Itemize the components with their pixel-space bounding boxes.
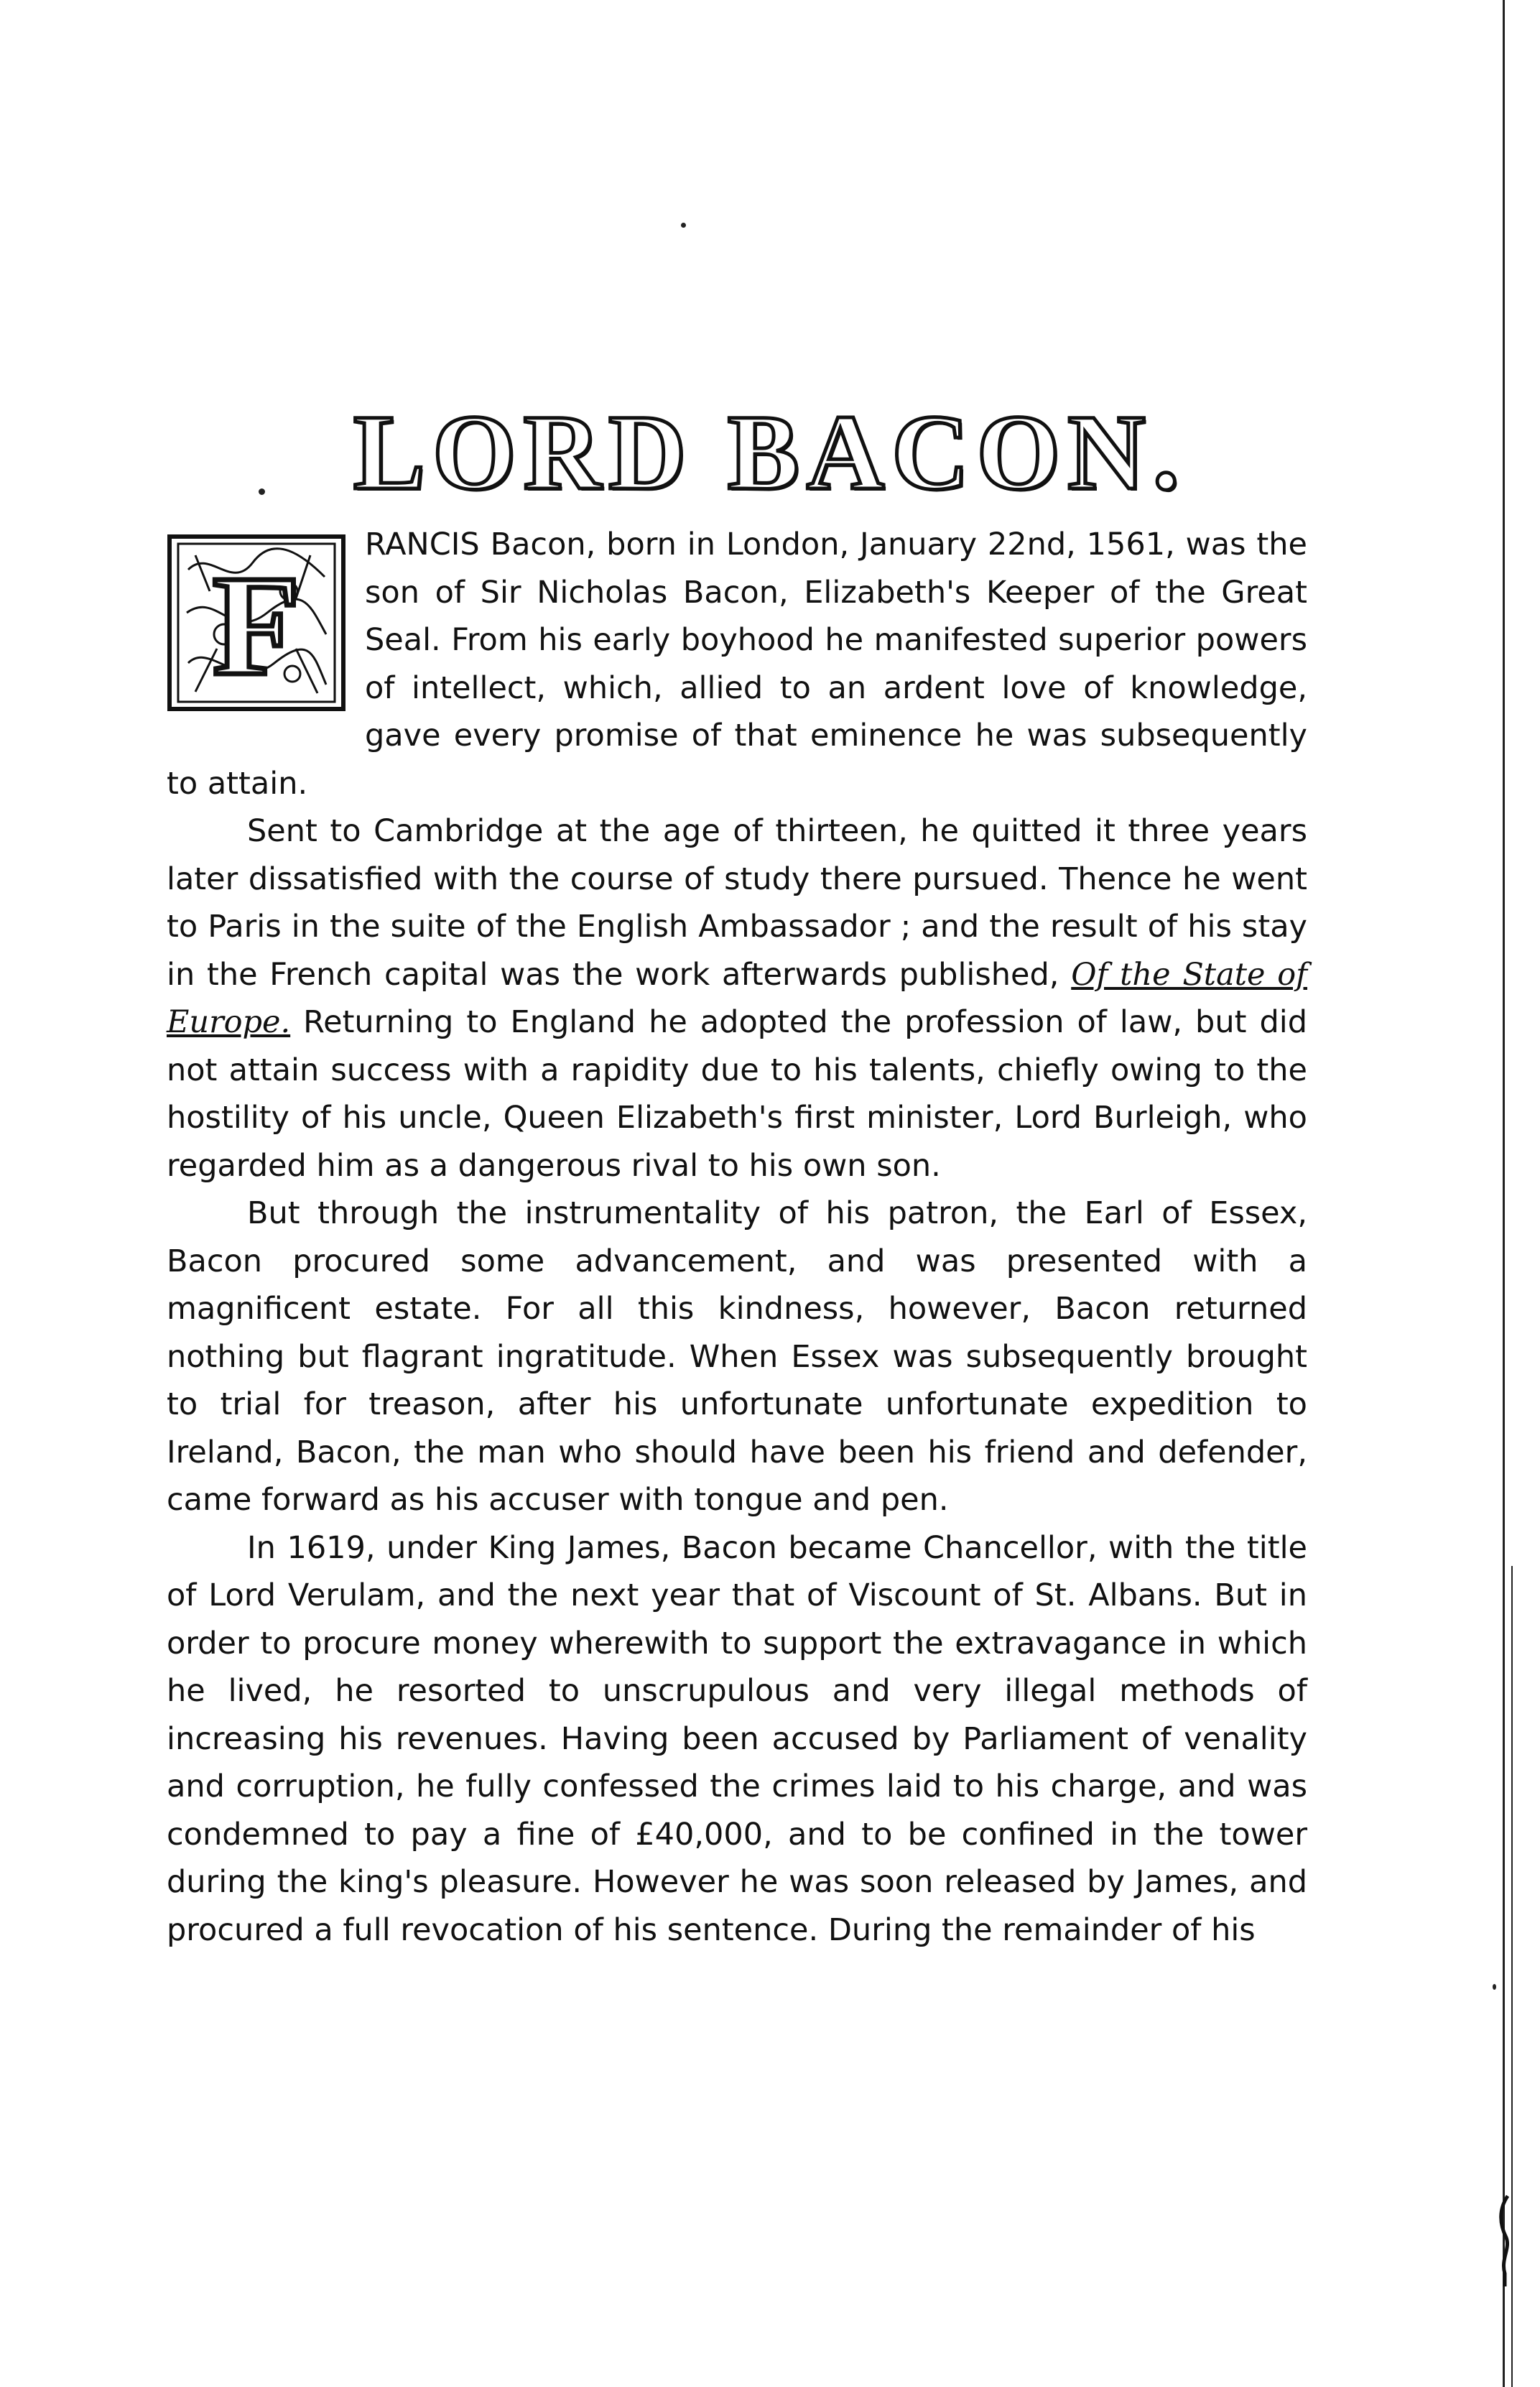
work-title: Of the State of Europe.: [167, 956, 1308, 1040]
body-text: [167, 521, 1307, 1954]
svg-text:F: F: [212, 547, 301, 705]
speck-mark: [1493, 1984, 1496, 1990]
ornamental-dropcap: [167, 527, 346, 717]
page-title: LORD BACON.: [353, 393, 1187, 512]
speck-mark: [681, 223, 686, 228]
ornamental-initial-f-icon: [167, 527, 346, 717]
page-edge-line: [1503, 0, 1505, 2387]
paragraph: In 1619, under King James, Bacon became Chancellor, with the title of Lord Verulam, and the next year that of Viscount of St. Albans. But in order to procure money wherewith to support the extravagance in which he lived, he resorted to unscrupulous and very illegal methods of increasing his revenues. Having been accused by Parliament of venality and corruption, he fully confessed the crimes laid to his charge, and was condemned to pay a fine of £40,000, and to be confined in the tower during the king's pleasure. However he was soon released by James, and procured a full revocation of his sentence. During the remainder of his: [167, 1529, 1307, 1948]
paragraph: RANCIS Bacon, born in London, January 22nd, 1561, was the son of Sir Nicholas Bacon, Elizabeth's Keeper of the Great Seal. From his early boyhood he manifested superior powers of intellect, which, allied to an ardent love of knowledge, gave every promise of that eminence he was subsequently to attain.: [167, 527, 1307, 802]
paragraph: But through the instrumentality of his patron, the Earl of Essex, Bacon procured some advancement, and was presented with a magnificent estate. For all this kindness, however, Bacon returned nothing but flagrant ingratitude. When Essex was subsequently brought to trial for treason, after his unfortunate unfortunate expedition to Ireland, Bacon, the man who should have been his friend and defender, came forward as his accuser with tongue and pen.: [167, 1195, 1307, 1518]
page-edge-line: [1511, 1566, 1513, 2387]
paragraph: Sent to Cambridge at the age of thirteen, he quitted it three years later dissatisfied with the course of study there pursued. Thence he went to Paris in the suite of the English Ambassador ; and the result of his stay in the French capital was the work afterwards published, Of the State of Europe. Returning to England he adopted the profession of law, but did not attain success with a rapidity due to his talents, chiefly owing to the hostility of his uncle, Queen Elizabeth's first minister, Lord Burleigh, who regarded him as a dangerous rival to his own son.: [167, 813, 1308, 1184]
edge-scribble-mark: [1498, 2194, 1511, 2288]
